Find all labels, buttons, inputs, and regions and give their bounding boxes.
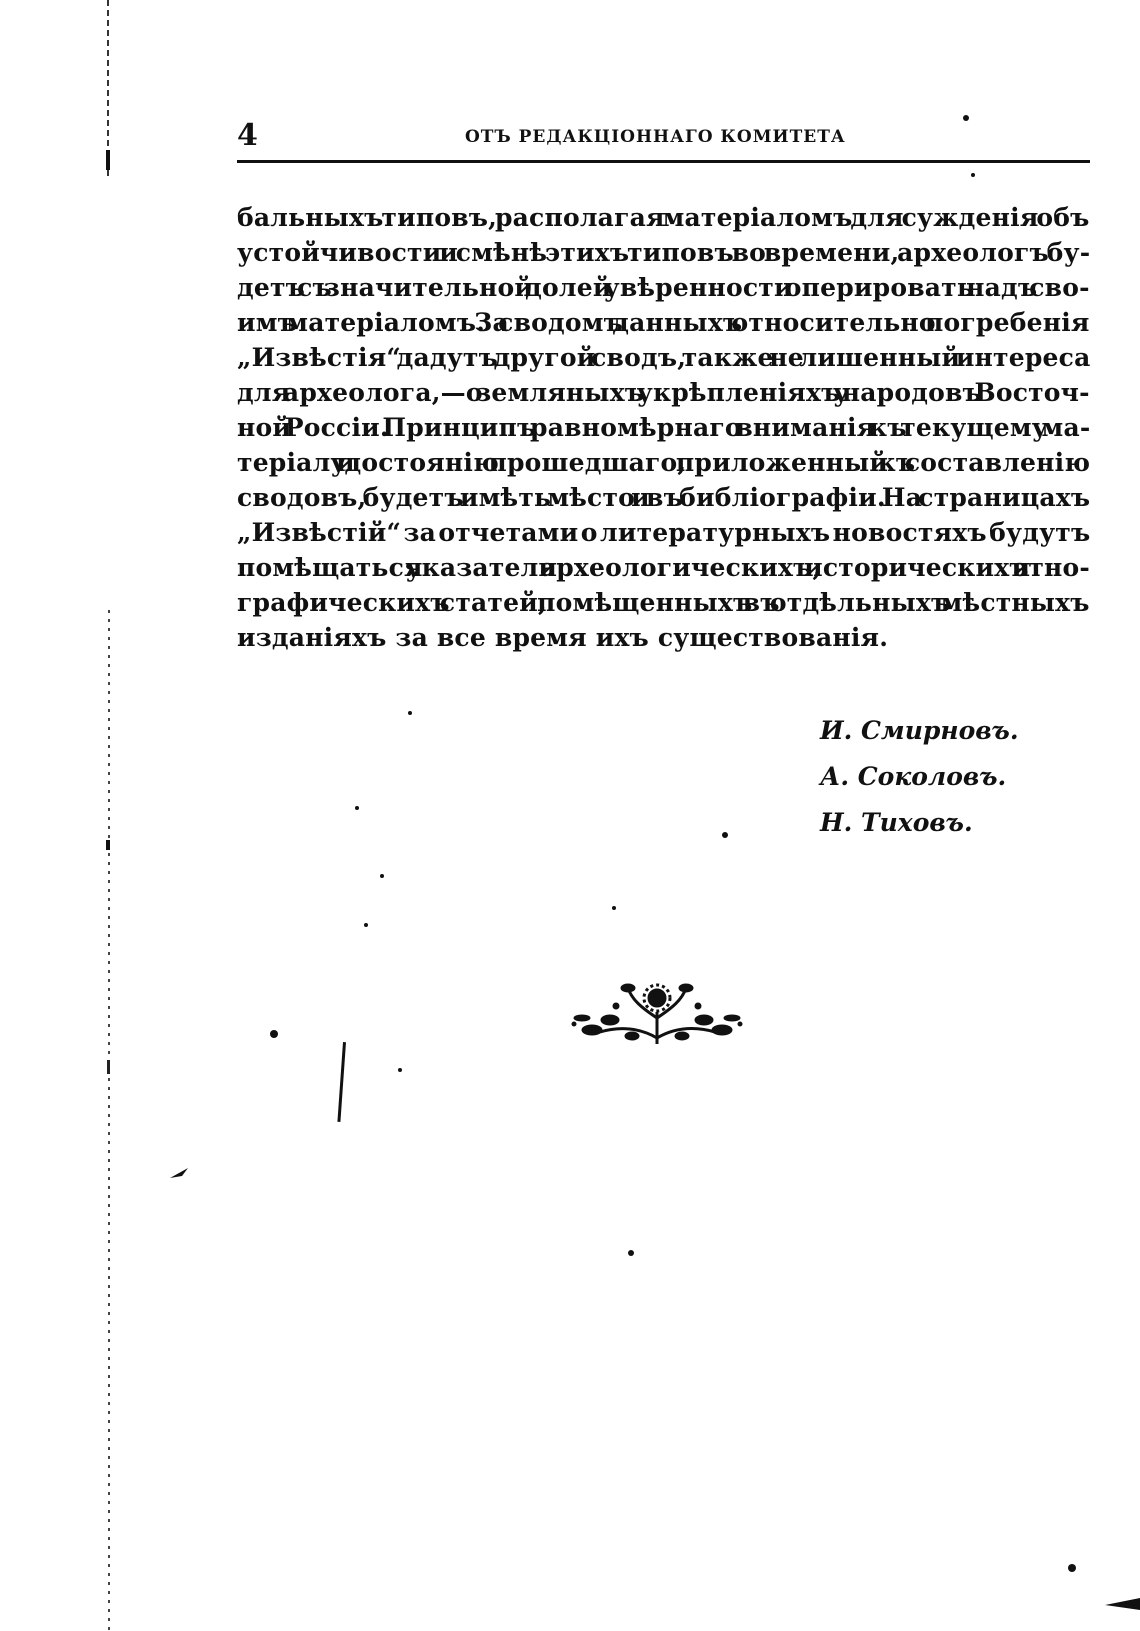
signature-smirnov: И. Смирновъ. — [820, 716, 1019, 745]
text-line: сводовъ, будетъ имѣть мѣсто и въ библіографіи. На страницахъ — [237, 483, 1091, 512]
text-line: „Извѣстія“ дадутъ другой сводъ, также не лишенный интереса — [237, 343, 1091, 372]
text-line: теріалу и достоянію прошедшаго, приложенный къ составленію — [237, 448, 1091, 477]
text-line: устойчивости и смѣнѣ этихъ типовъ во времени, археологъ бу- — [237, 238, 1091, 267]
page-number: 4 — [237, 118, 258, 153]
text-line: ной Россіи. Принципъ равномѣрнаго вниманія къ текущему ма- — [237, 413, 1091, 442]
text-line: детъ съ значительной долей увѣренности оперировать надъ сво- — [237, 273, 1090, 302]
signature-sokolov: А. Соколовъ. — [820, 762, 1007, 791]
running-title: ОТЪ РЕДАКЦІОННАГО КОМИТЕТА — [465, 127, 846, 147]
text-line: бальныхъ типовъ, располагая матеріаломъ для сужденія объ — [237, 203, 1090, 232]
text-line: для археолога,—о земляныхъ укрѣпленіяхъ у народовъ Восточ- — [237, 378, 1090, 407]
signature-tikhov: Н. Тиховъ. — [820, 808, 973, 837]
text-line: изданіяхъ за все время ихъ существованія. — [237, 623, 889, 652]
text-line: помѣщаться указатели археологическихъ, историческихъ и этно- — [237, 553, 1090, 582]
text-line: „Извѣстій“ за отчетами о литературныхъ новостяхъ будутъ — [237, 518, 1091, 547]
text-line: графическихъ статей, помѣщенныхъ въ отдѣльныхъ мѣстныхъ — [237, 588, 1090, 617]
text-line: имъ матеріаломъ. За сводомъ данныхъ относительно погребенія — [237, 308, 1090, 337]
